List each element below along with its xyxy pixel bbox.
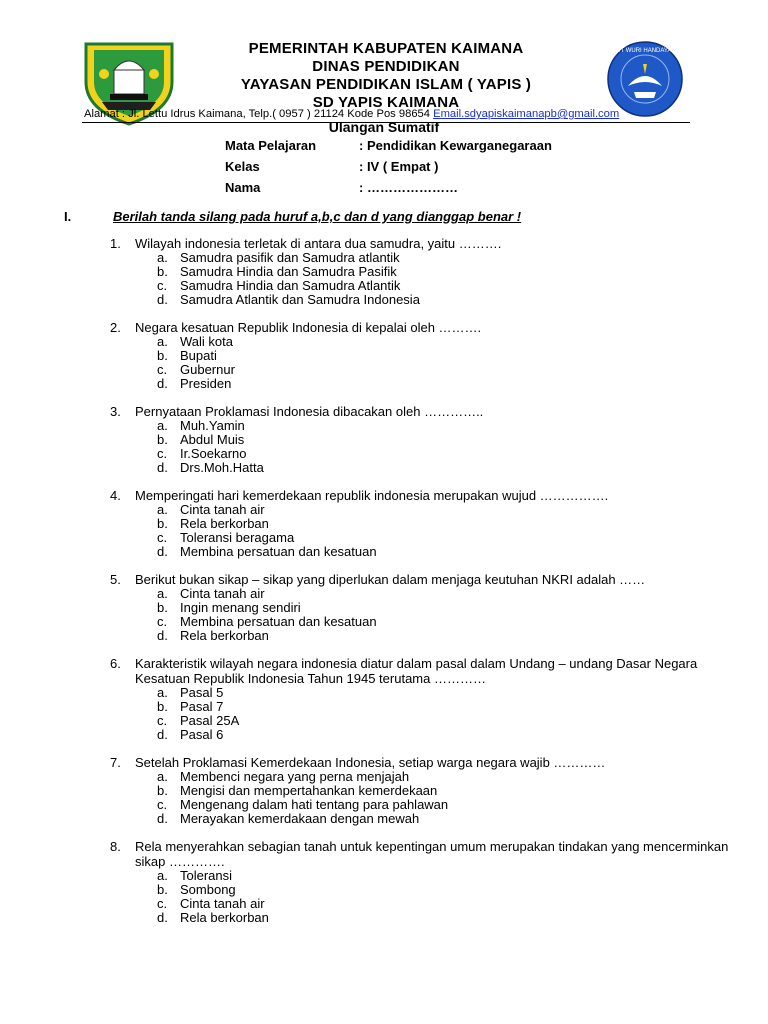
- question-number: 3.: [110, 404, 121, 419]
- answer-option: [110, 812, 730, 826]
- option-text: Cinta tanah air: [180, 502, 265, 517]
- question-stem: [110, 572, 730, 587]
- option-text: Mengenang dalam hati tentang para pahlawan: [180, 797, 449, 812]
- option-letter: d.: [157, 811, 168, 826]
- answer-option: [110, 587, 730, 601]
- question-stem: [110, 755, 730, 770]
- option-letter: c.: [157, 278, 168, 293]
- answer-option: [110, 714, 730, 728]
- option-letter: c.: [157, 362, 168, 377]
- government-name: PEMERINTAH KABUPATEN KAIMANA: [248, 40, 524, 57]
- answer-option: [110, 531, 730, 545]
- option-letter: d.: [157, 544, 168, 559]
- answer-option: [110, 363, 730, 377]
- tut-wuri-handayani-emblem-icon: [598, 40, 692, 118]
- option-letter: b.: [157, 432, 168, 447]
- exam-title: Ulangan Sumatif: [328, 119, 440, 135]
- class-row: [225, 156, 685, 177]
- option-text: Muh.Yamin: [180, 418, 245, 433]
- question-item: [110, 656, 730, 742]
- question-text: Pernyataan Proklamasi Indonesia dibacakan oleh …………..: [135, 404, 484, 419]
- foundation-name: YAYASAN PENDIDIKAN ISLAM ( YAPIS ): [240, 76, 532, 93]
- question-text: Wilayah indonesia terletak di antara dua samudra, yaitu ……….: [135, 236, 502, 251]
- answer-option: [110, 461, 730, 475]
- answer-option: [110, 869, 730, 883]
- option-text: Gubernur: [180, 362, 235, 377]
- question-text: Setelah Proklamasi Kemerdekaan Indonesia, setiap warga negara wajib …………: [135, 755, 606, 770]
- option-letter: a.: [157, 769, 168, 784]
- answer-option: [110, 349, 730, 363]
- question-stem: [110, 488, 730, 503]
- answer-option: [110, 517, 730, 531]
- option-letter: c.: [157, 446, 168, 461]
- question-list: [110, 236, 730, 938]
- exam-info: [225, 135, 685, 198]
- option-letter: a.: [157, 250, 168, 265]
- department-name: DINAS PENDIDIKAN: [312, 58, 460, 75]
- option-text: Samudra pasifik dan Samudra atlantik: [180, 250, 400, 265]
- question-stem: [110, 656, 730, 686]
- question-item: [110, 236, 730, 307]
- letterhead: [170, 40, 602, 112]
- option-letter: b.: [157, 264, 168, 279]
- option-text: Pasal 7: [180, 699, 224, 714]
- option-letter: a.: [157, 586, 168, 601]
- option-letter: c.: [157, 797, 168, 812]
- answer-option: [110, 897, 730, 911]
- emblem-motto-text: TUT WURI HANDAYANI: [612, 48, 678, 54]
- option-text: Samudra Atlantik dan Samudra Indonesia: [180, 292, 420, 307]
- option-text: Rela berkorban: [180, 516, 269, 531]
- option-letter: d.: [157, 910, 168, 925]
- option-letter: b.: [157, 882, 168, 897]
- option-text: Cinta tanah air: [180, 586, 265, 601]
- section-heading: [64, 209, 521, 224]
- name-label: Nama: [225, 180, 261, 195]
- option-letter: b.: [157, 699, 168, 714]
- option-letter: a.: [157, 868, 168, 883]
- option-text: Pasal 25A: [180, 713, 240, 728]
- option-text: Presiden: [180, 376, 232, 391]
- option-letter: c.: [157, 614, 168, 629]
- option-text: Sombong: [180, 882, 236, 897]
- answer-option: [110, 279, 730, 293]
- option-letter: a.: [157, 334, 168, 349]
- name-row: [225, 177, 685, 198]
- question-text: Rela menyerahkan sebagian tanah untuk kepentingan umum merupakan tindakan yang mencerminkan sikap ………….: [135, 839, 729, 869]
- question-number: 7.: [110, 755, 121, 770]
- answer-option: [110, 293, 730, 307]
- section-instruction: Berilah tanda silang pada huruf a,b,c dan d yang dianggap benar !: [113, 209, 522, 224]
- answer-option: [110, 784, 730, 798]
- class-value: : IV ( Empat ): [359, 159, 439, 174]
- option-letter: d.: [157, 727, 168, 742]
- answer-option: [110, 251, 730, 265]
- option-letter: b.: [157, 516, 168, 531]
- option-letter: c.: [157, 896, 168, 911]
- subject-row: [225, 135, 685, 156]
- answer-option: [110, 503, 730, 517]
- option-text: Membenci negara yang perna menjajah: [180, 769, 410, 784]
- option-text: Wali kota: [180, 334, 233, 349]
- answer-option: [110, 433, 730, 447]
- question-text: Karakteristik wilayah negara indonesia diatur dalam pasal dalam Undang – undang Dasar Negara Kesatuan Republik Indonesia Tahun 1945 terutama …………: [135, 656, 698, 686]
- answer-option: [110, 335, 730, 349]
- question-item: [110, 404, 730, 475]
- section-number: I.: [64, 209, 72, 224]
- answer-option: [110, 447, 730, 461]
- option-text: Membina persatuan dan kesatuan: [180, 614, 377, 629]
- answer-option: [110, 770, 730, 784]
- option-letter: d.: [157, 292, 168, 307]
- option-text: Samudra Hindia dan Samudra Pasifik: [180, 264, 397, 279]
- email-link[interactable]: Email.sdyapiskaimanapb@gmail.com: [433, 108, 620, 120]
- question-number: 1.: [110, 236, 121, 251]
- option-text: Ingin menang sendiri: [180, 600, 301, 615]
- option-letter: a.: [157, 418, 168, 433]
- answer-option: [110, 700, 730, 714]
- question-stem: [110, 404, 730, 419]
- option-letter: a.: [157, 685, 168, 700]
- option-letter: d.: [157, 376, 168, 391]
- option-text: Toleransi: [180, 868, 233, 883]
- option-letter: b.: [157, 783, 168, 798]
- option-letter: c.: [157, 713, 168, 728]
- answer-option: [110, 615, 730, 629]
- option-text: Merayakan kemerdakaan dengan mewah: [180, 811, 420, 826]
- option-letter: c.: [157, 530, 168, 545]
- answer-option: [110, 686, 730, 700]
- answer-option: [110, 545, 730, 559]
- question-number: 8.: [110, 839, 121, 854]
- option-letter: d.: [157, 460, 168, 475]
- answer-option: [110, 265, 730, 279]
- option-text: Cinta tanah air: [180, 896, 265, 911]
- option-text: Drs.Moh.Hatta: [180, 460, 264, 475]
- subject-value: : Pendidikan Kewarganegaraan: [359, 138, 552, 153]
- option-letter: a.: [157, 502, 168, 517]
- answer-option: [110, 601, 730, 615]
- option-text: Ir.Soekarno: [180, 446, 247, 461]
- option-text: Toleransi beragama: [180, 530, 295, 545]
- answer-option: [110, 728, 730, 742]
- question-item: [110, 320, 730, 391]
- answer-option: [110, 798, 730, 812]
- option-text: Pasal 5: [180, 685, 224, 700]
- question-text: Negara kesatuan Republik Indonesia di kepalai oleh ……….: [135, 320, 482, 335]
- answer-option: [110, 883, 730, 897]
- answer-option: [110, 419, 730, 433]
- class-label: Kelas: [225, 159, 260, 174]
- question-text: Memperingati hari kemerdekaan republik indonesia merupakan wujud …………….: [135, 488, 609, 503]
- option-text: Rela berkorban: [180, 910, 269, 925]
- option-text: Membina persatuan dan kesatuan: [180, 544, 377, 559]
- question-stem: [110, 839, 730, 869]
- option-text: Abdul Muis: [180, 432, 245, 447]
- option-text: Mengisi dan mempertahankan kemerdekaan: [180, 783, 438, 798]
- address-text: Alamat : Jl. Lettu Idrus Kaimana, Telp.( 0957 ) 21124 Kode Pos 98654: [84, 108, 434, 120]
- question-item: [110, 839, 730, 925]
- question-stem: [110, 236, 730, 251]
- subject-label: Mata Pelajaran: [225, 138, 317, 153]
- question-number: 4.: [110, 488, 121, 503]
- option-letter: b.: [157, 348, 168, 363]
- question-stem: [110, 320, 730, 335]
- question-number: 6.: [110, 656, 121, 671]
- question-item: [110, 488, 730, 559]
- option-text: Bupati: [180, 348, 217, 363]
- question-number: 2.: [110, 320, 121, 335]
- option-text: Rela berkorban: [180, 628, 269, 643]
- question-number: 5.: [110, 572, 121, 587]
- answer-option: [110, 911, 730, 925]
- question-text: Berikut bukan sikap – sikap yang diperlukan dalam menjaga keutuhan NKRI adalah ……: [135, 572, 646, 587]
- question-item: [110, 755, 730, 826]
- option-letter: b.: [157, 600, 168, 615]
- answer-option: [110, 377, 730, 391]
- answer-option: [110, 629, 730, 643]
- question-item: [110, 572, 730, 643]
- option-letter: d.: [157, 628, 168, 643]
- option-text: Samudra Hindia dan Samudra Atlantik: [180, 278, 401, 293]
- school-name: SD YAPIS KAIMANA: [312, 94, 460, 111]
- option-text: Pasal 6: [180, 727, 224, 742]
- name-value: : …………………: [359, 180, 458, 195]
